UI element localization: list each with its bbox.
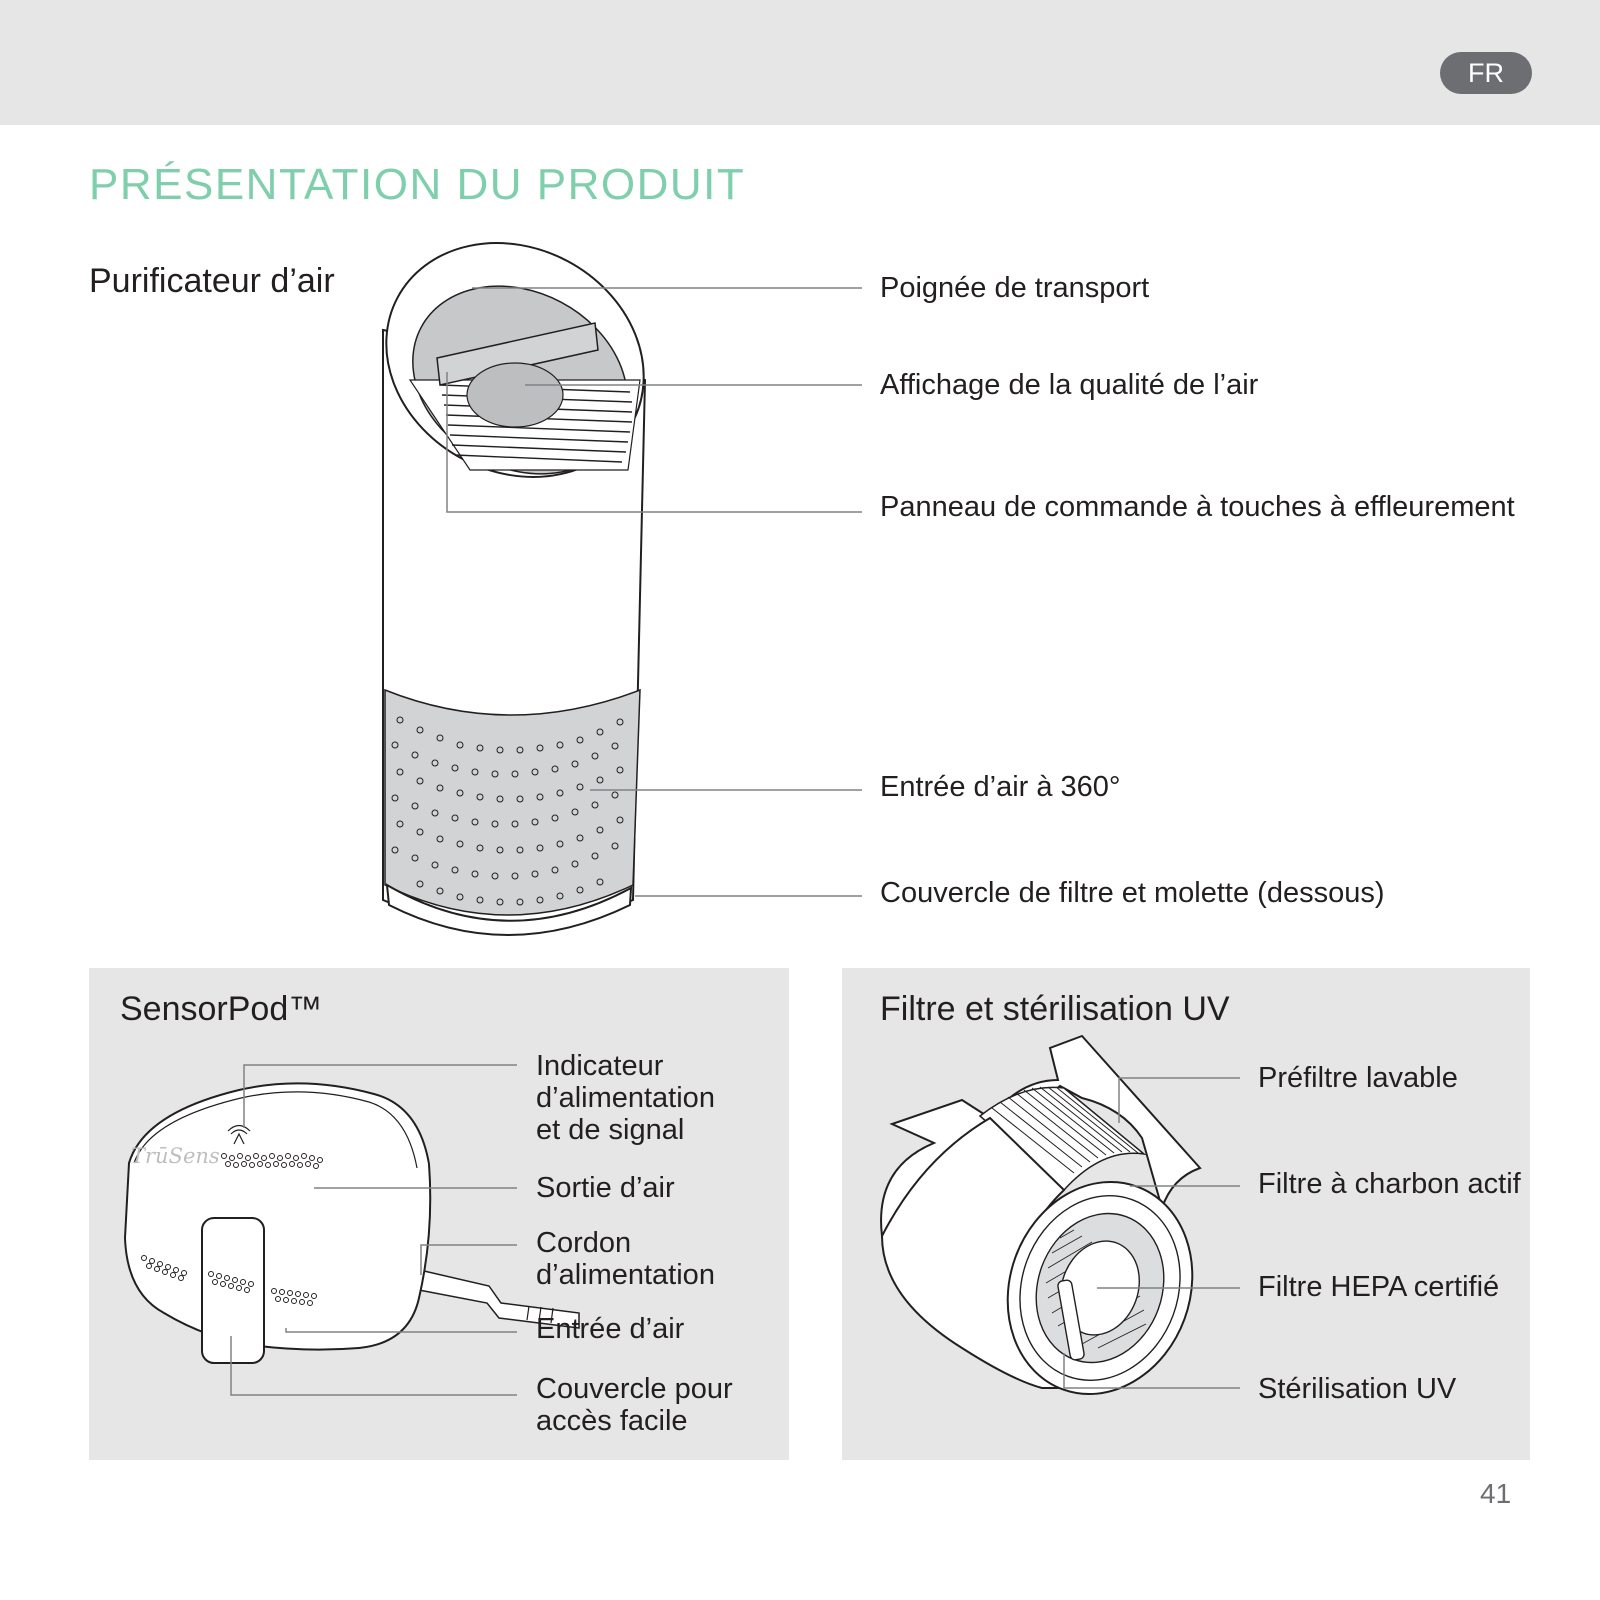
filter-title: Filtre et stérilisation UV <box>880 990 1230 1028</box>
label-display: Affichage de la qualité de l’air <box>880 369 1259 401</box>
sensorpod-title: SensorPod™ <box>120 990 323 1028</box>
label-handle: Poignée de transport <box>880 272 1150 304</box>
label-filter-cover: Couvercle de filtre et molette (dessous) <box>880 877 1385 909</box>
purifier-title: Purificateur d’air <box>89 262 335 300</box>
label-power-cord: Cordon d’alimentation <box>536 1227 715 1291</box>
page-title: PRÉSENTATION DU PRODUIT <box>89 160 746 209</box>
air-purifier-illustration <box>345 199 685 935</box>
label-control-panel: Panneau de commande à touches à effleurement <box>880 491 1515 523</box>
label-carbon-filter: Filtre à charbon actif <box>1258 1168 1521 1200</box>
label-hepa-filter: Filtre HEPA certifié <box>1258 1271 1500 1303</box>
trusens-logo: TrūSens <box>131 1144 220 1168</box>
label-uv-sterilization: Stérilisation UV <box>1258 1373 1457 1405</box>
sensorpod-panel <box>89 968 789 1460</box>
label-cover: Couvercle pour accès facile <box>536 1373 733 1437</box>
label-indicator: Indicateur d’alimentation et de signal <box>536 1050 715 1146</box>
label-prefilter: Préfiltre lavable <box>1258 1062 1458 1094</box>
label-air-inlet-360: Entrée d’air à 360° <box>880 771 1121 803</box>
language-badge: FR <box>1440 52 1532 94</box>
label-air-inlet: Entrée d’air <box>536 1313 685 1345</box>
label-air-outlet: Sortie d’air <box>536 1172 675 1204</box>
filter-panel <box>842 968 1530 1460</box>
page-number: 41 <box>1480 1478 1512 1509</box>
